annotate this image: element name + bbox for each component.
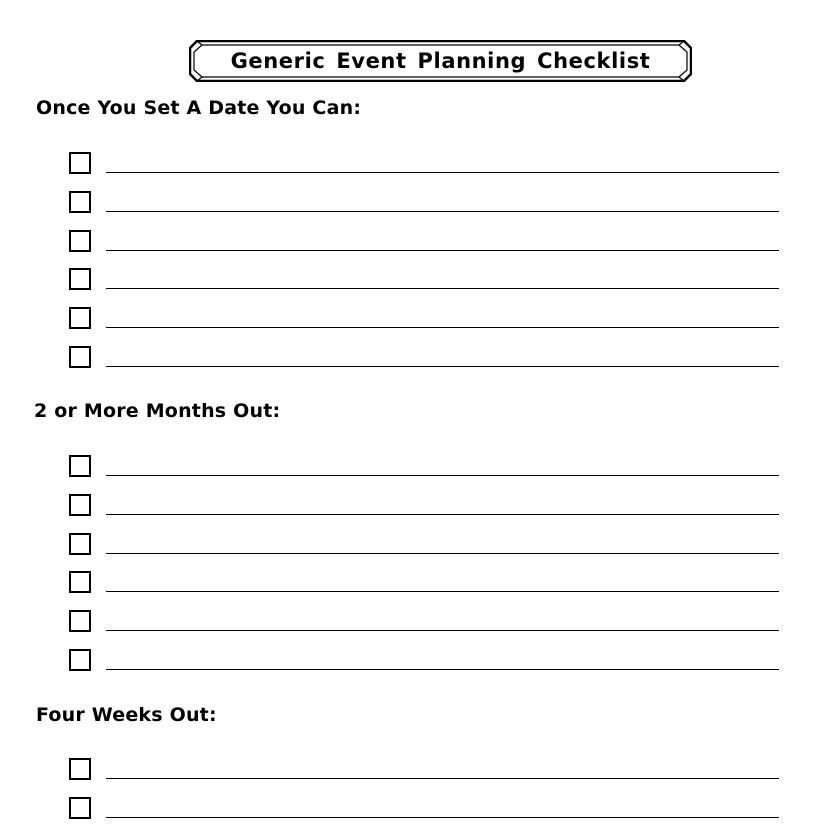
checkbox[interactable] — [69, 494, 91, 516]
title-frame — [189, 40, 692, 82]
checkbox[interactable] — [69, 758, 91, 780]
write-in-line[interactable] — [106, 288, 779, 289]
write-in-line[interactable] — [106, 211, 779, 212]
checklist-item — [69, 610, 779, 634]
checkbox[interactable] — [69, 346, 91, 368]
checklist-item — [69, 758, 779, 782]
write-in-line[interactable] — [106, 630, 779, 631]
checkbox[interactable] — [69, 455, 91, 477]
write-in-line[interactable] — [106, 366, 779, 367]
checklist-item — [69, 533, 779, 557]
checklist-item — [69, 307, 779, 331]
write-in-line[interactable] — [106, 475, 779, 476]
checkbox[interactable] — [69, 797, 91, 819]
write-in-line[interactable] — [106, 778, 779, 779]
write-in-line[interactable] — [106, 669, 779, 670]
checklist-item — [69, 455, 779, 479]
page-title: Generic Event Planning Checklist — [230, 49, 651, 73]
write-in-line[interactable] — [106, 172, 779, 173]
checkbox[interactable] — [69, 649, 91, 671]
checkbox[interactable] — [69, 268, 91, 290]
write-in-line[interactable] — [106, 591, 779, 592]
checkbox[interactable] — [69, 230, 91, 252]
checkbox[interactable] — [69, 191, 91, 213]
write-in-line[interactable] — [106, 514, 779, 515]
section-heading: Four Weeks Out: — [36, 704, 217, 726]
checkbox[interactable] — [69, 533, 91, 555]
write-in-line[interactable] — [106, 553, 779, 554]
checklist-item — [69, 346, 779, 370]
checkbox[interactable] — [69, 610, 91, 632]
section-heading: 2 or More Months Out: — [34, 400, 281, 422]
checkbox[interactable] — [69, 152, 91, 174]
write-in-line[interactable] — [106, 327, 779, 328]
write-in-line[interactable] — [106, 817, 779, 818]
write-in-line[interactable] — [106, 250, 779, 251]
checkbox[interactable] — [69, 307, 91, 329]
section-heading: Once You Set A Date You Can: — [36, 97, 362, 119]
checklist-item — [69, 797, 779, 821]
checklist-item — [69, 191, 779, 215]
checkbox[interactable] — [69, 571, 91, 593]
checklist-item — [69, 649, 779, 673]
checklist-item — [69, 494, 779, 518]
checklist-item — [69, 152, 779, 176]
checklist-item — [69, 268, 779, 292]
checklist-item — [69, 230, 779, 254]
checklist-item — [69, 571, 779, 595]
